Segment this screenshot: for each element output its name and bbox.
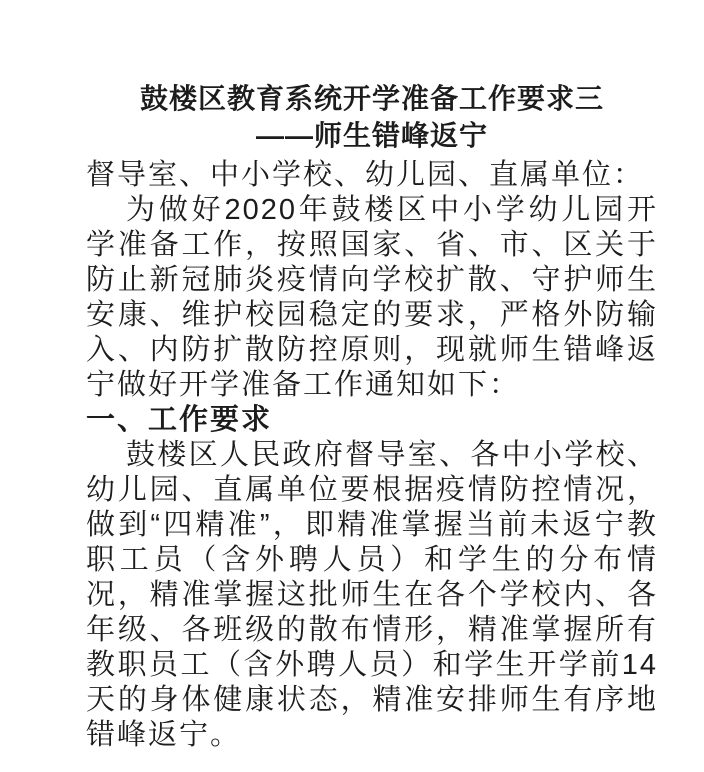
section-1-paragraph: 鼓楼区人民政府督导室、各中小学校、幼儿园、直属单位要根据疫情防控情况，做到“四精准”，即精准掌握当前未返宁教职工员（含外聘人员）和学生的分布情况，精准掌握这批师生在各个学校内、各年级、各班级的散布情形，精准掌握所有教职员工（含外聘人员）和学生开学前14天的身体健康状态，精准安排师生有序地错峰返宁。	[86, 439, 658, 751]
document-title: 鼓楼区教育系统开学准备工作要求三	[139, 83, 604, 114]
section-1-heading: 一、工作要求	[86, 404, 273, 436]
salutation-line: 督导室、中小学校、幼儿园、直属单位：	[86, 159, 645, 191]
intro-paragraph: 为做好2020年鼓楼区中小学幼儿园开学准备工作，按照国家、省、市、区关于防止新冠肺炎疫情向学校扩散、守护师生安康、维护校园稳定的要求，严格外防输入、内防扩散防控原则，现就师生错峰返宁做好开学准备工作通知如下：	[86, 194, 658, 401]
document-subtitle: ——师生错峰返宁	[255, 120, 488, 151]
